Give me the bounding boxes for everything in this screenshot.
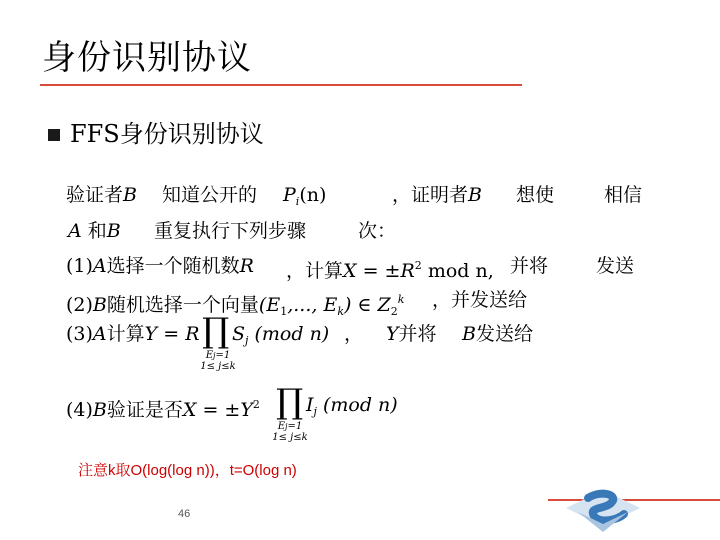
- bullet-square-icon: [48, 129, 60, 141]
- step-text: 验证是否: [106, 399, 183, 421]
- limit-range: 1≤ j≤k: [200, 361, 236, 372]
- step-text: 计算: [106, 323, 145, 345]
- step-number: (1): [66, 255, 93, 277]
- product-operator-icon: ∏: [202, 311, 230, 351]
- intro-text: 相信: [604, 184, 643, 206]
- product-limits: [196, 350, 240, 372]
- product-limits: [268, 421, 312, 443]
- step-3-send-b: [462, 321, 533, 347]
- step-1-send: [510, 253, 548, 279]
- step-text: 随机选择一个向量: [106, 294, 259, 316]
- intro-text: 重复执行下列步骤: [154, 220, 307, 242]
- math-subscript: 1: [280, 305, 288, 318]
- math-var: A: [68, 220, 82, 242]
- math-var: P: [283, 184, 296, 206]
- math-formula: X = ±R: [343, 260, 415, 282]
- step-number: (4): [66, 399, 93, 421]
- math-superscript: 2: [252, 398, 260, 411]
- step-1: [66, 253, 254, 279]
- limit-eq: =1: [287, 421, 303, 432]
- math-var: B: [106, 220, 121, 242]
- step-3-send: [386, 321, 437, 347]
- step-text: 选择一个随机数: [106, 255, 240, 277]
- intro-text-believe: [604, 182, 642, 208]
- math-subscript: j: [245, 334, 249, 347]
- math-superscript: k: [397, 293, 405, 306]
- step-4: [66, 392, 260, 423]
- step-4-formula: [306, 392, 398, 425]
- intro-line-2: [68, 218, 121, 244]
- intro-line-2c: [358, 218, 396, 244]
- limit-sub: j: [213, 351, 216, 360]
- math-var: Y: [386, 323, 399, 345]
- math-text: (mod n): [316, 394, 398, 416]
- math-subscript: i: [295, 195, 300, 208]
- step-number: (2): [66, 294, 93, 316]
- math-var: B: [92, 399, 107, 421]
- subtitle: FFS身份识别协议: [70, 120, 264, 148]
- limit-sub: j: [285, 422, 288, 431]
- intro-text-want: [516, 182, 554, 208]
- math-var: B: [462, 323, 476, 345]
- math-var: A: [92, 323, 107, 345]
- math-var: B: [468, 184, 482, 206]
- math-var: B: [92, 294, 107, 316]
- slide-title: 身份识别协议: [42, 38, 252, 78]
- step-number: (3): [66, 323, 93, 345]
- intro-text: 想使: [516, 184, 555, 206]
- page-number: 46: [178, 508, 191, 520]
- step-2-send: [432, 287, 527, 313]
- intro-text: ，证明者: [392, 184, 469, 206]
- step-text: ，计算: [286, 260, 344, 282]
- product-operator-icon: ∏: [276, 382, 304, 422]
- title-underline: [40, 84, 522, 86]
- math-subscript: j: [313, 405, 317, 418]
- limit-var: E: [205, 350, 214, 361]
- intro-line-2b: [154, 218, 306, 244]
- step-3-comma: [344, 321, 363, 347]
- math-text: (mod n): [248, 323, 330, 345]
- intro-text: 次：: [358, 220, 397, 242]
- math-text: (n): [299, 184, 327, 206]
- step-1-send-b: [596, 253, 634, 279]
- math-var: S: [232, 323, 246, 345]
- intro-text: 验证者: [66, 184, 124, 206]
- step-text: 并将: [398, 323, 437, 345]
- math-var: I: [306, 394, 314, 416]
- intro-text-prover: [392, 182, 482, 208]
- intro-line-1: [66, 182, 137, 208]
- step-2: [66, 287, 404, 325]
- step-text: ，: [344, 323, 364, 345]
- step-1-compute: [286, 253, 494, 284]
- math-formula: Y = R: [144, 323, 200, 345]
- intro-text: 知道公开的: [162, 184, 258, 206]
- step-text: ，并发送给: [432, 289, 528, 311]
- step-text: 并将: [510, 255, 549, 277]
- intro-text: 和: [87, 220, 107, 242]
- math-var: B: [123, 184, 137, 206]
- math-var: R: [239, 255, 254, 277]
- limit-eq: =1: [215, 350, 231, 361]
- math-formula: (E: [258, 294, 281, 316]
- intro-formula: [283, 182, 326, 215]
- step-text: 发送给: [475, 323, 533, 345]
- math-subscript: 2: [390, 305, 398, 318]
- math-superscript: 2: [414, 259, 422, 272]
- intro-line-1b: [162, 182, 257, 208]
- math-subscript: k: [337, 305, 344, 318]
- footnote: 注意k取O(log(log n))，t=O(log n): [78, 462, 297, 479]
- step-text: 发送: [596, 255, 635, 277]
- math-formula: ) ∈ Z: [343, 294, 391, 316]
- math-formula: X = ±Y: [182, 399, 253, 421]
- math-formula: ,..., E: [287, 294, 338, 316]
- limit-range: 1≤ j≤k: [272, 432, 308, 443]
- math-var: A: [92, 255, 107, 277]
- step-3: [66, 321, 200, 347]
- limit-var: E: [277, 421, 286, 432]
- math-text: mod n,: [421, 260, 494, 282]
- university-logo-icon: [548, 468, 658, 540]
- step-3-formula: [232, 321, 329, 354]
